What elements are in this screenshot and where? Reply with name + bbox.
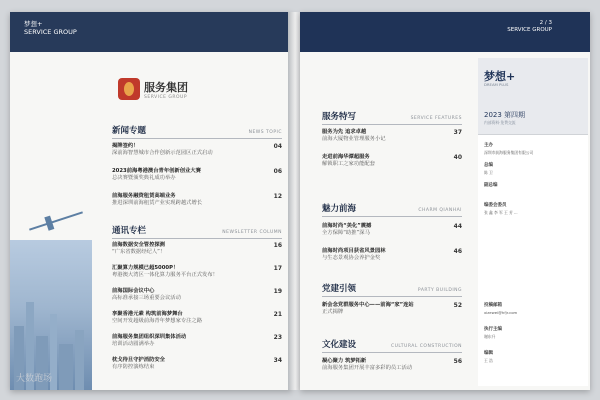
page-number: 44 [453, 223, 462, 230]
info-label: 总编 [484, 163, 493, 168]
page-number: 19 [273, 288, 282, 295]
page-number: 16 [273, 242, 282, 249]
issue-note: 内部资料·免费交流 [484, 120, 516, 125]
section-service-features [322, 110, 462, 125]
section-cultural-construction [322, 338, 462, 353]
section-title-en: SERVICE FEATURES [410, 116, 462, 121]
info-label: 执行主编 [484, 327, 502, 332]
section-newsletter [112, 224, 282, 239]
page-number: 04 [273, 143, 282, 150]
page-number: 34 [273, 357, 282, 364]
info-value: 深圳市前海服务集团有限公司 [484, 150, 534, 155]
airplane-icon [29, 211, 83, 230]
section-title-en: PARTY BUILDING [417, 288, 462, 293]
logo-name-en: SERVICE GROUP [144, 94, 188, 100]
toc-item[interactable]: 揭牌签约！ 深前海智慧城市合作创新示范园区正式启动 04 [112, 143, 282, 156]
section-title: 新闻专题 [112, 126, 147, 136]
section-title-en: CHARM QIANHAI [418, 208, 462, 213]
info-value: 谢东升 [484, 334, 496, 339]
right-header-band [300, 12, 590, 52]
toc-item[interactable]: 枕戈待旦守护消防安全 有序防控演练结束 34 [112, 357, 282, 370]
toc-item[interactable]: 享聚香港元素 构筑前海梦舞台 空间开发超级前海青年梦想家专注之路 21 [112, 311, 282, 324]
info-value: xizewei@hfjr.com [484, 310, 518, 315]
info-label: 投稿邮箱 [484, 303, 502, 308]
toc-item[interactable]: 前海国际会议中心 高标准承接三场重要会议活动 19 [112, 288, 282, 301]
toc-item[interactable]: 走进前海华潭超服务 解锁职工之家功能配套 40 [322, 154, 462, 167]
info-value: 张 鑫 李 军 王 芳 ... [484, 210, 518, 215]
page-number: 37 [453, 129, 462, 136]
info-value: 陈 卫 [484, 170, 493, 175]
page-number: 23 [273, 334, 282, 341]
section-title-en: CULTURAL CONSTRUCTION [390, 344, 462, 349]
info-value: 王 浩 [484, 358, 493, 363]
left-page [10, 12, 292, 390]
right-page [300, 12, 590, 390]
section-title: 通讯专栏 [112, 226, 147, 236]
toc-item[interactable]: 前海服务集团组织深圳集体活动 培训活动圆满举办 23 [112, 334, 282, 347]
logo-mark-icon [118, 78, 140, 100]
magazine-title: 梦想+ [484, 70, 516, 83]
toc-item[interactable]: 前海时尚项目获省风景园林 与生态景观协会养护金奖 46 [322, 248, 462, 261]
page-number: 21 [273, 311, 282, 318]
logo-name: 服务集团 [144, 80, 188, 94]
toc-item[interactable]: 前海服务融资租赁高端业务 推进深圳前海租赁产业实现跨越式增长 12 [112, 193, 282, 206]
brand-name-en: SERVICE GROUP [24, 28, 77, 36]
section-party-building [322, 282, 462, 297]
issue-label: 2023 第四期 [484, 111, 526, 119]
brand-name: 梦想+ [24, 20, 43, 28]
toc-item[interactable]: 凝心聚力 筑梦拓新 前海服务集团开展丰富多彩的员工活动 56 [322, 358, 462, 371]
service-group-logo [118, 78, 188, 100]
page-number: 40 [453, 154, 462, 161]
toc-item[interactable]: 新会念党群服务中心——前海“家”连站 正式揭牌 52 [322, 302, 462, 315]
section-charm-qianhai [322, 202, 462, 217]
brand-label [24, 20, 77, 36]
section-title-en: NEWSLETTER COLUMN [222, 230, 282, 235]
section-news-topic [112, 124, 282, 139]
section-title-en: NEWS TOPIC [248, 130, 282, 135]
left-header-band [10, 12, 292, 52]
info-label: 主办 [484, 143, 493, 148]
info-label: 副总编 [484, 183, 498, 188]
page-number: 17 [273, 265, 282, 272]
watermark: 大数跑场 [16, 374, 53, 384]
city-photo [10, 240, 92, 390]
section-title: 文化建设 [322, 340, 357, 350]
magazine-info-panel [478, 58, 588, 386]
section-title: 党建引领 [322, 284, 357, 294]
page-indicator: 2 / 3 SERVICE GROUP [507, 20, 552, 33]
page-number: 46 [453, 248, 462, 255]
toc-item[interactable]: 汇聚算力规模已超5000P！ 粤港澳大湾区一体化算力服务平台正式发布！ 17 [112, 265, 282, 278]
toc-item[interactable]: 服务为先 追求卓越 前海大厦物业管理服务小记 37 [322, 129, 462, 142]
toc-item[interactable]: 前海时尚“美化”震撼 全方保障“助推”深马 44 [322, 223, 462, 236]
section-title: 服务特写 [322, 112, 357, 122]
section-title: 魅力前海 [322, 204, 357, 214]
page-number: 06 [273, 168, 282, 175]
page-number: 56 [453, 358, 462, 365]
info-label: 编委会委员 [484, 203, 507, 208]
page-number: 52 [453, 302, 462, 309]
page-number: 12 [273, 193, 282, 200]
info-label: 编辑 [484, 351, 493, 356]
magazine-title-en: DREAM PLUS [484, 82, 509, 87]
toc-item[interactable]: 2023前海粤港澳台青年创新创业大赛 总决赛暨颁奖典礼成功举办 06 [112, 168, 282, 181]
toc-item[interactable]: 前海数据安全管控探测 “广东省数据经纪人”！ 16 [112, 242, 282, 255]
